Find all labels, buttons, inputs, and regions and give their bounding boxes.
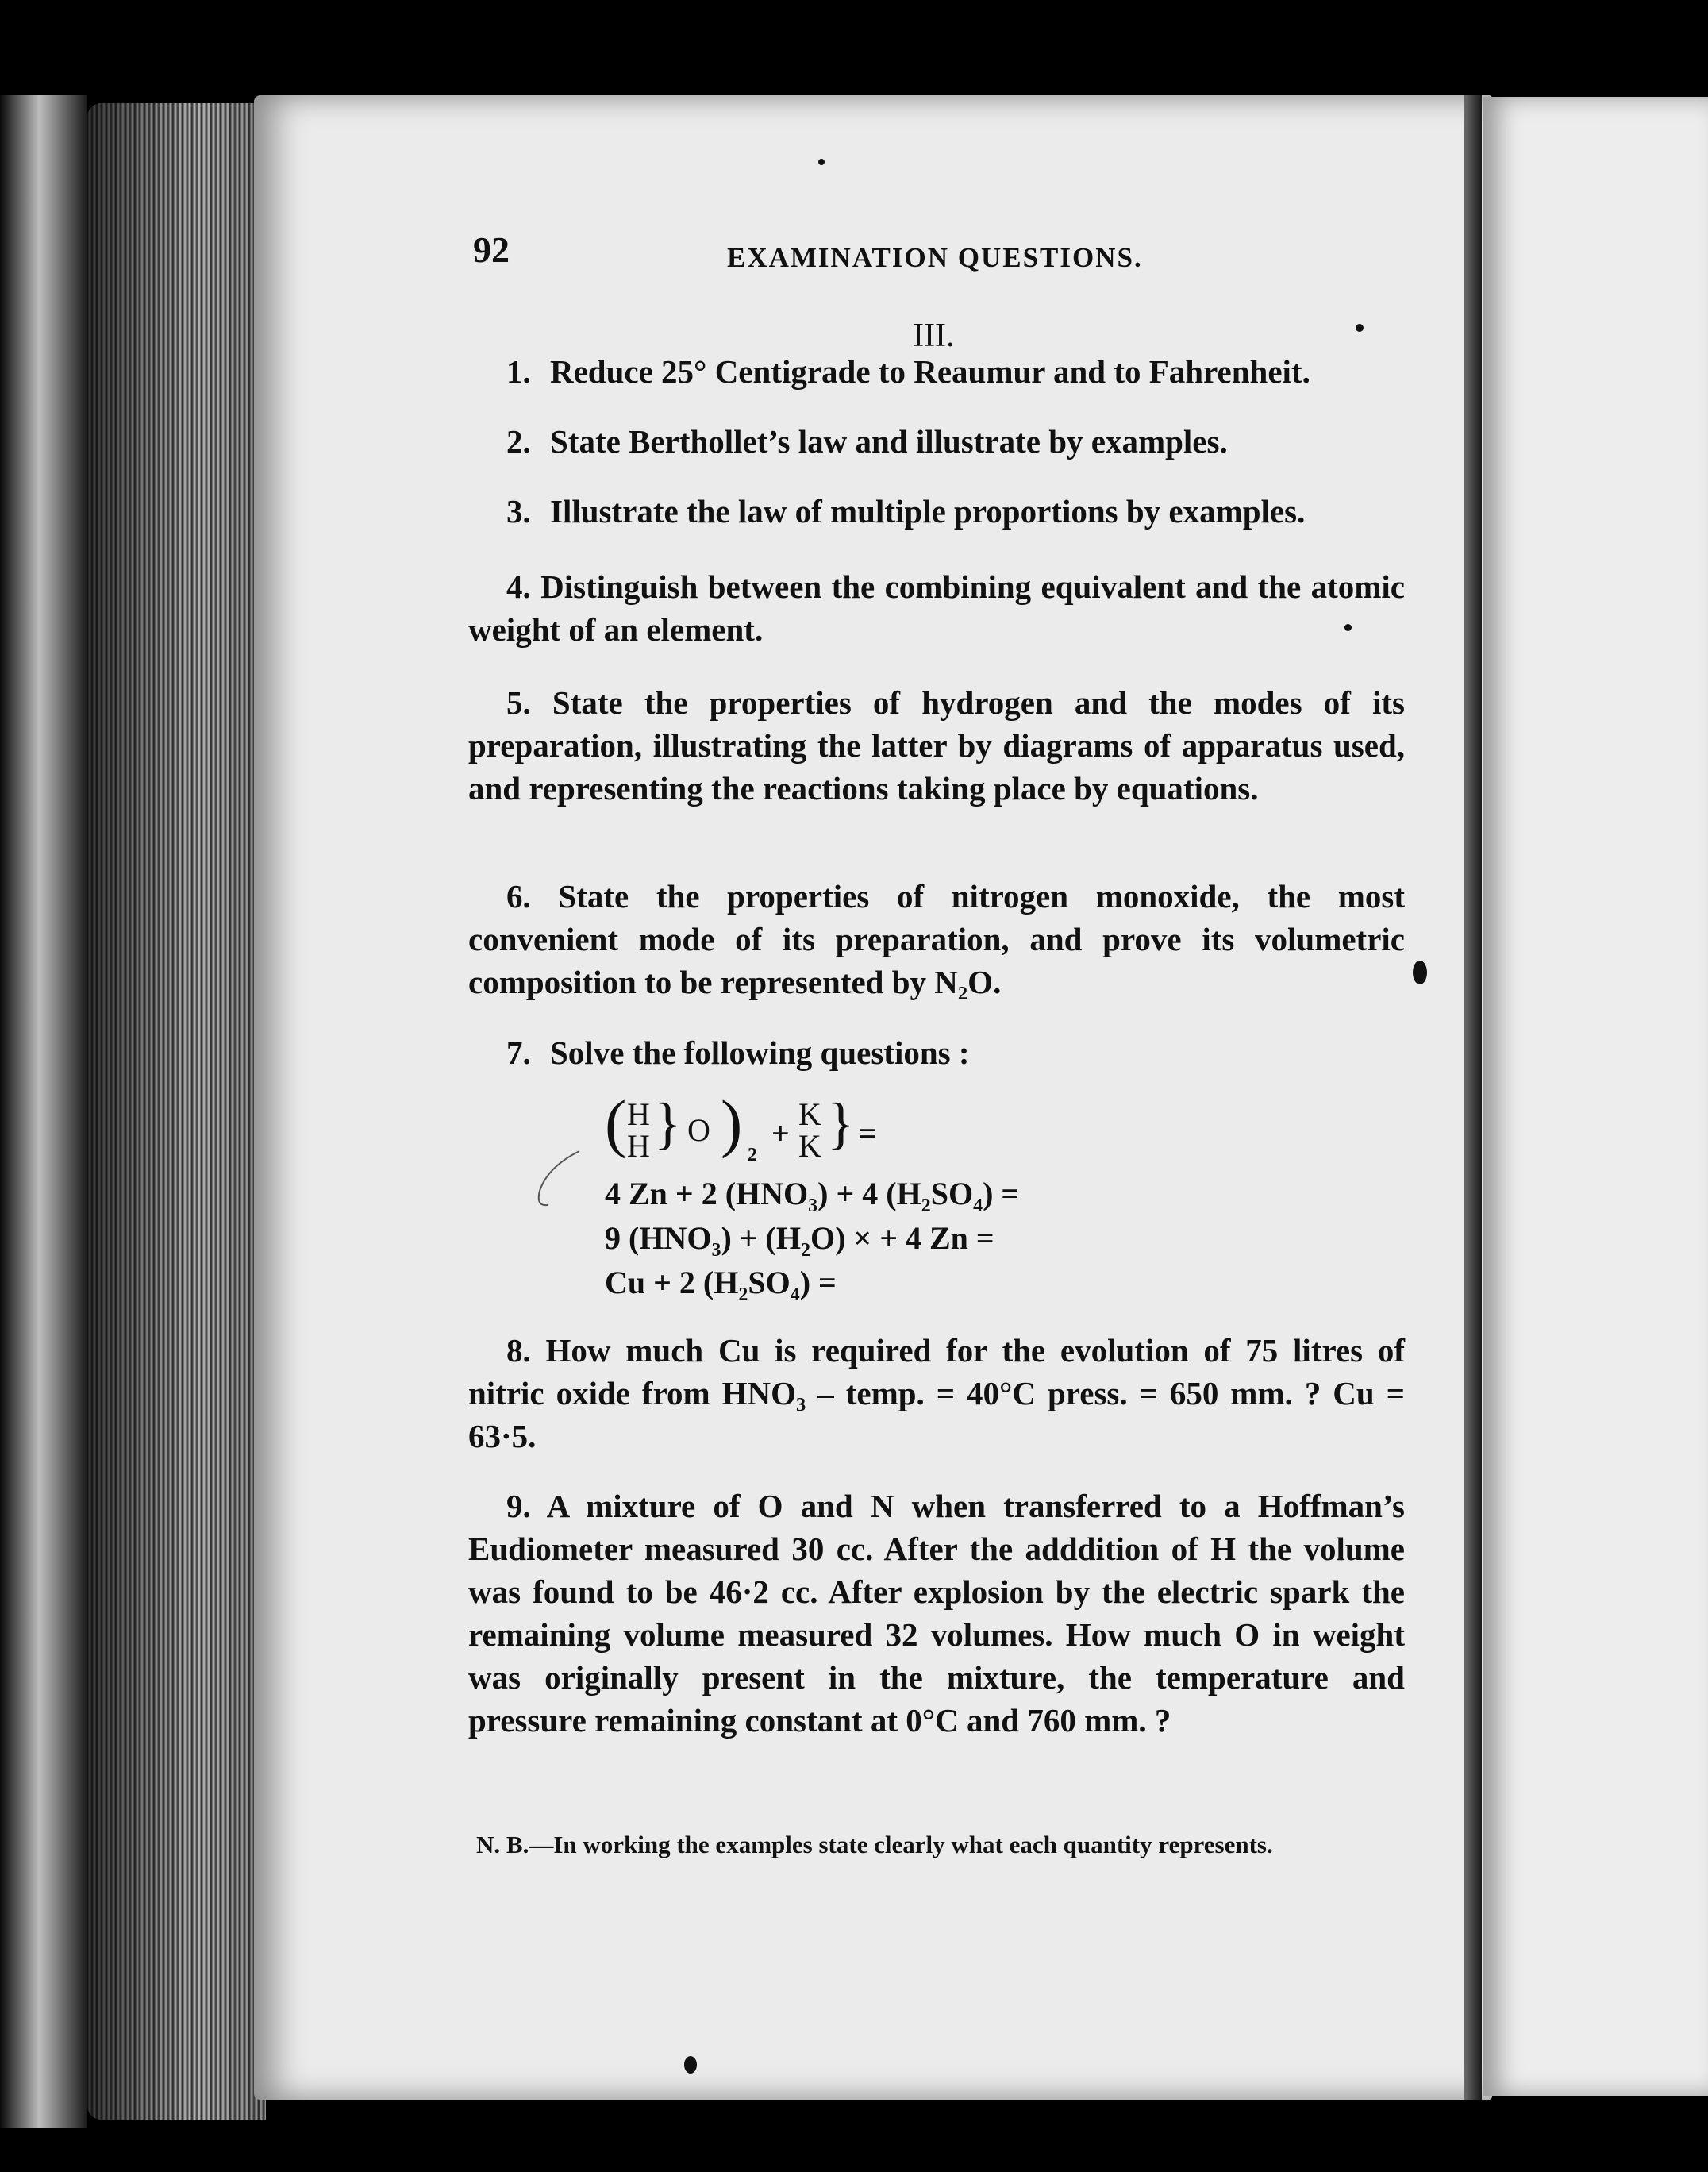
eq3-sub: 2: [800, 1240, 810, 1261]
ink-speck: [684, 2056, 697, 2074]
question-text: Reduce 25° Centigrade to Reaumur and to Fahrenheit.: [550, 353, 1310, 390]
eq3-sub: 3: [711, 1240, 721, 1261]
page-edges-shadow: [87, 103, 266, 2120]
page-number: 92: [473, 229, 510, 270]
eq2-sub: 4: [973, 1196, 983, 1216]
eq2-sub: 3: [808, 1196, 818, 1216]
question-number: 6.: [506, 878, 531, 915]
eq-k-bottom: K: [798, 1128, 821, 1164]
eq2-sub: 2: [921, 1196, 931, 1216]
question-text: A mixture of O and N when transferred to a Hoffman’s Eudiometer measured 30 cc. After the adddition of H the volume was found to be 46·2 cc. After explosion by the electric spark the remaining volume measured 32 volumes. How much O in weight was originally present in the mixture, the temperature and pressure remaining constant at 0°C and 760 mm. ?: [468, 1488, 1405, 1739]
question-number: 4.: [506, 568, 531, 605]
book-spine: [0, 95, 87, 2128]
eq4-sub: 2: [738, 1284, 748, 1305]
page-gutter: [1464, 95, 1482, 2100]
footnote-nb: N. B.—In working the examples state clearly what each quantity represents.: [476, 1831, 1273, 1858]
question-2: [506, 422, 1228, 460]
question-text: Illustrate the law of multiple proportions by examples.: [550, 493, 1306, 530]
question-number: 2.: [506, 423, 531, 460]
question-number: 9.: [506, 1488, 531, 1524]
equation-4: [605, 1264, 837, 1306]
equation-3: [605, 1219, 994, 1261]
question-text: How much Cu is required for the evolution of 75 litres of nitric oxide from HNO₃ – temp. = 40°C press. = 650 mm. ? Cu = 63·5.: [468, 1332, 1405, 1454]
question-9: [468, 1485, 1405, 1742]
eq3-part: ) + (H: [721, 1220, 801, 1256]
question-number: 3.: [506, 493, 531, 530]
question-text: State the properties of nitrogen monoxide, the most convenient mode of its preparation, and prove its volumetric composition to be represented by N₂O.: [468, 878, 1406, 1000]
facing-page: [1483, 97, 1708, 2096]
eq4-part: Cu + 2 (H: [605, 1265, 739, 1300]
eq-o: O: [687, 1112, 710, 1148]
question-number: 8.: [506, 1332, 531, 1369]
question-8: [468, 1329, 1405, 1458]
eq-h-top: H: [627, 1096, 650, 1132]
eq-equals: =: [859, 1115, 877, 1151]
question-number: 5.: [506, 684, 531, 721]
eq4-part: ) =: [799, 1265, 837, 1300]
question-5: [468, 681, 1405, 810]
question-number: 1.: [506, 353, 531, 390]
eq-k-top: K: [798, 1096, 821, 1132]
eq3-part: 9 (HNO: [605, 1220, 712, 1256]
ink-speck: [1356, 324, 1364, 332]
eq4-part: SO: [748, 1265, 791, 1300]
question-number: 7.: [506, 1034, 531, 1071]
question-text: State Berthollet’s law and illustrate by examples.: [550, 423, 1228, 460]
eq2-part: ) + 4 (H: [817, 1176, 921, 1211]
running-title: EXAMINATION QUESTIONS.: [727, 242, 1143, 273]
question-3: [506, 492, 1305, 530]
question-4: [468, 565, 1405, 651]
section-numeral: III.: [913, 318, 955, 354]
eq2-part: 4 Zn + 2 (HNO: [605, 1176, 809, 1211]
question-1: [506, 352, 1310, 391]
eq-h-bottom: H: [627, 1128, 650, 1164]
eq3-part: O) × + 4 Zn =: [810, 1220, 994, 1256]
eq-sub: 2: [748, 1145, 757, 1165]
eq2-part: ) =: [983, 1176, 1020, 1211]
pencil-mark: [524, 1143, 587, 1215]
eq2-part: SO: [930, 1176, 974, 1211]
question-6: [468, 875, 1405, 1003]
question-text: State the properties of hydrogen and the modes of its preparation, illustrating the latter by diagrams of apparatus used, and representing the reactions taking place by equations.: [468, 684, 1405, 807]
question-text: Distinguish between the combining equivalent and the atomic weight of an element.: [468, 568, 1405, 648]
eq4-sub: 4: [790, 1284, 800, 1305]
equation-2: [605, 1175, 1019, 1217]
ink-speck: [1413, 961, 1427, 984]
ink-speck: [818, 159, 825, 165]
eq-plus: +: [771, 1115, 790, 1151]
question-7: [506, 1034, 970, 1072]
book-page: [254, 95, 1492, 2100]
question-text: Solve the following questions :: [550, 1034, 970, 1071]
